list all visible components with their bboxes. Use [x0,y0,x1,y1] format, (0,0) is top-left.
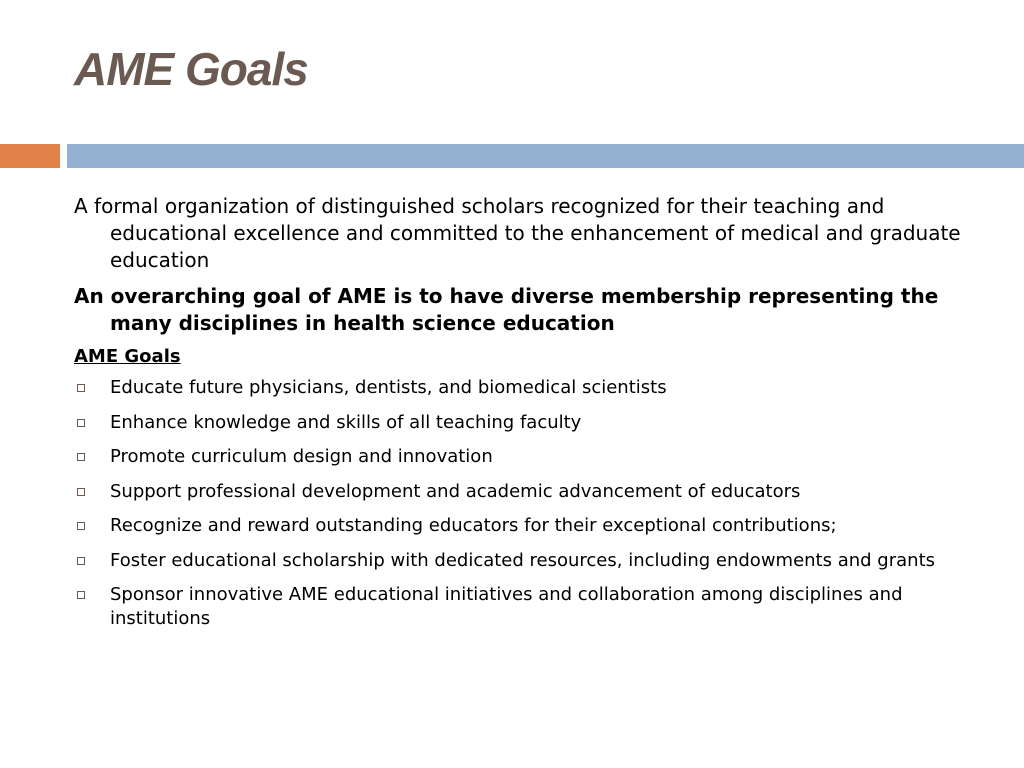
square-bullet-icon [77,591,85,599]
square-bullet-icon [77,384,85,392]
goal-text: Promote curriculum design and innovation [110,446,493,467]
goal-text: Sponsor innovative AME educational initiatives and collaboration among disciplines and institutions [110,584,903,629]
intro-paragraph: A formal organization of distinguished scholars recognized for their teaching and educational excellence and committed to the enhancement of medical and graduate education [74,194,961,272]
slide-title: AME Goals [74,43,308,95]
accent-bar [0,144,60,168]
goal-text: Foster educational scholarship with dedicated resources, including endowments and grants [110,549,936,571]
goal-item [74,480,974,504]
goal-text: Recognize and reward outstanding educators for their exceptional contributions; [110,515,837,536]
header-divider-bar [67,144,1024,168]
goal-item [74,583,974,631]
goal-text: Support professional development and academic advancement of educators [110,480,801,502]
square-bullet-icon [77,557,85,565]
goal-item [74,514,974,538]
goal-text: Educate future physicians, dentists, and biomedical scientists [110,377,667,398]
goal-item [74,445,974,469]
goal-text: Enhance knowledge and skills of all teaching faculty [110,411,582,433]
goal-item [74,411,974,435]
square-bullet-icon [77,419,85,427]
square-bullet-icon [77,453,85,461]
square-bullet-icon [77,522,85,530]
slide-content [74,193,974,642]
goal-item [74,549,974,573]
emphasis-paragraph: An overarching goal of AME is to have diverse membership representing the many disciplines in health science education [74,284,939,335]
goals-heading: AME Goals [74,346,181,367]
square-bullet-icon [77,488,85,496]
goal-item [74,376,974,400]
goals-list [74,376,974,631]
